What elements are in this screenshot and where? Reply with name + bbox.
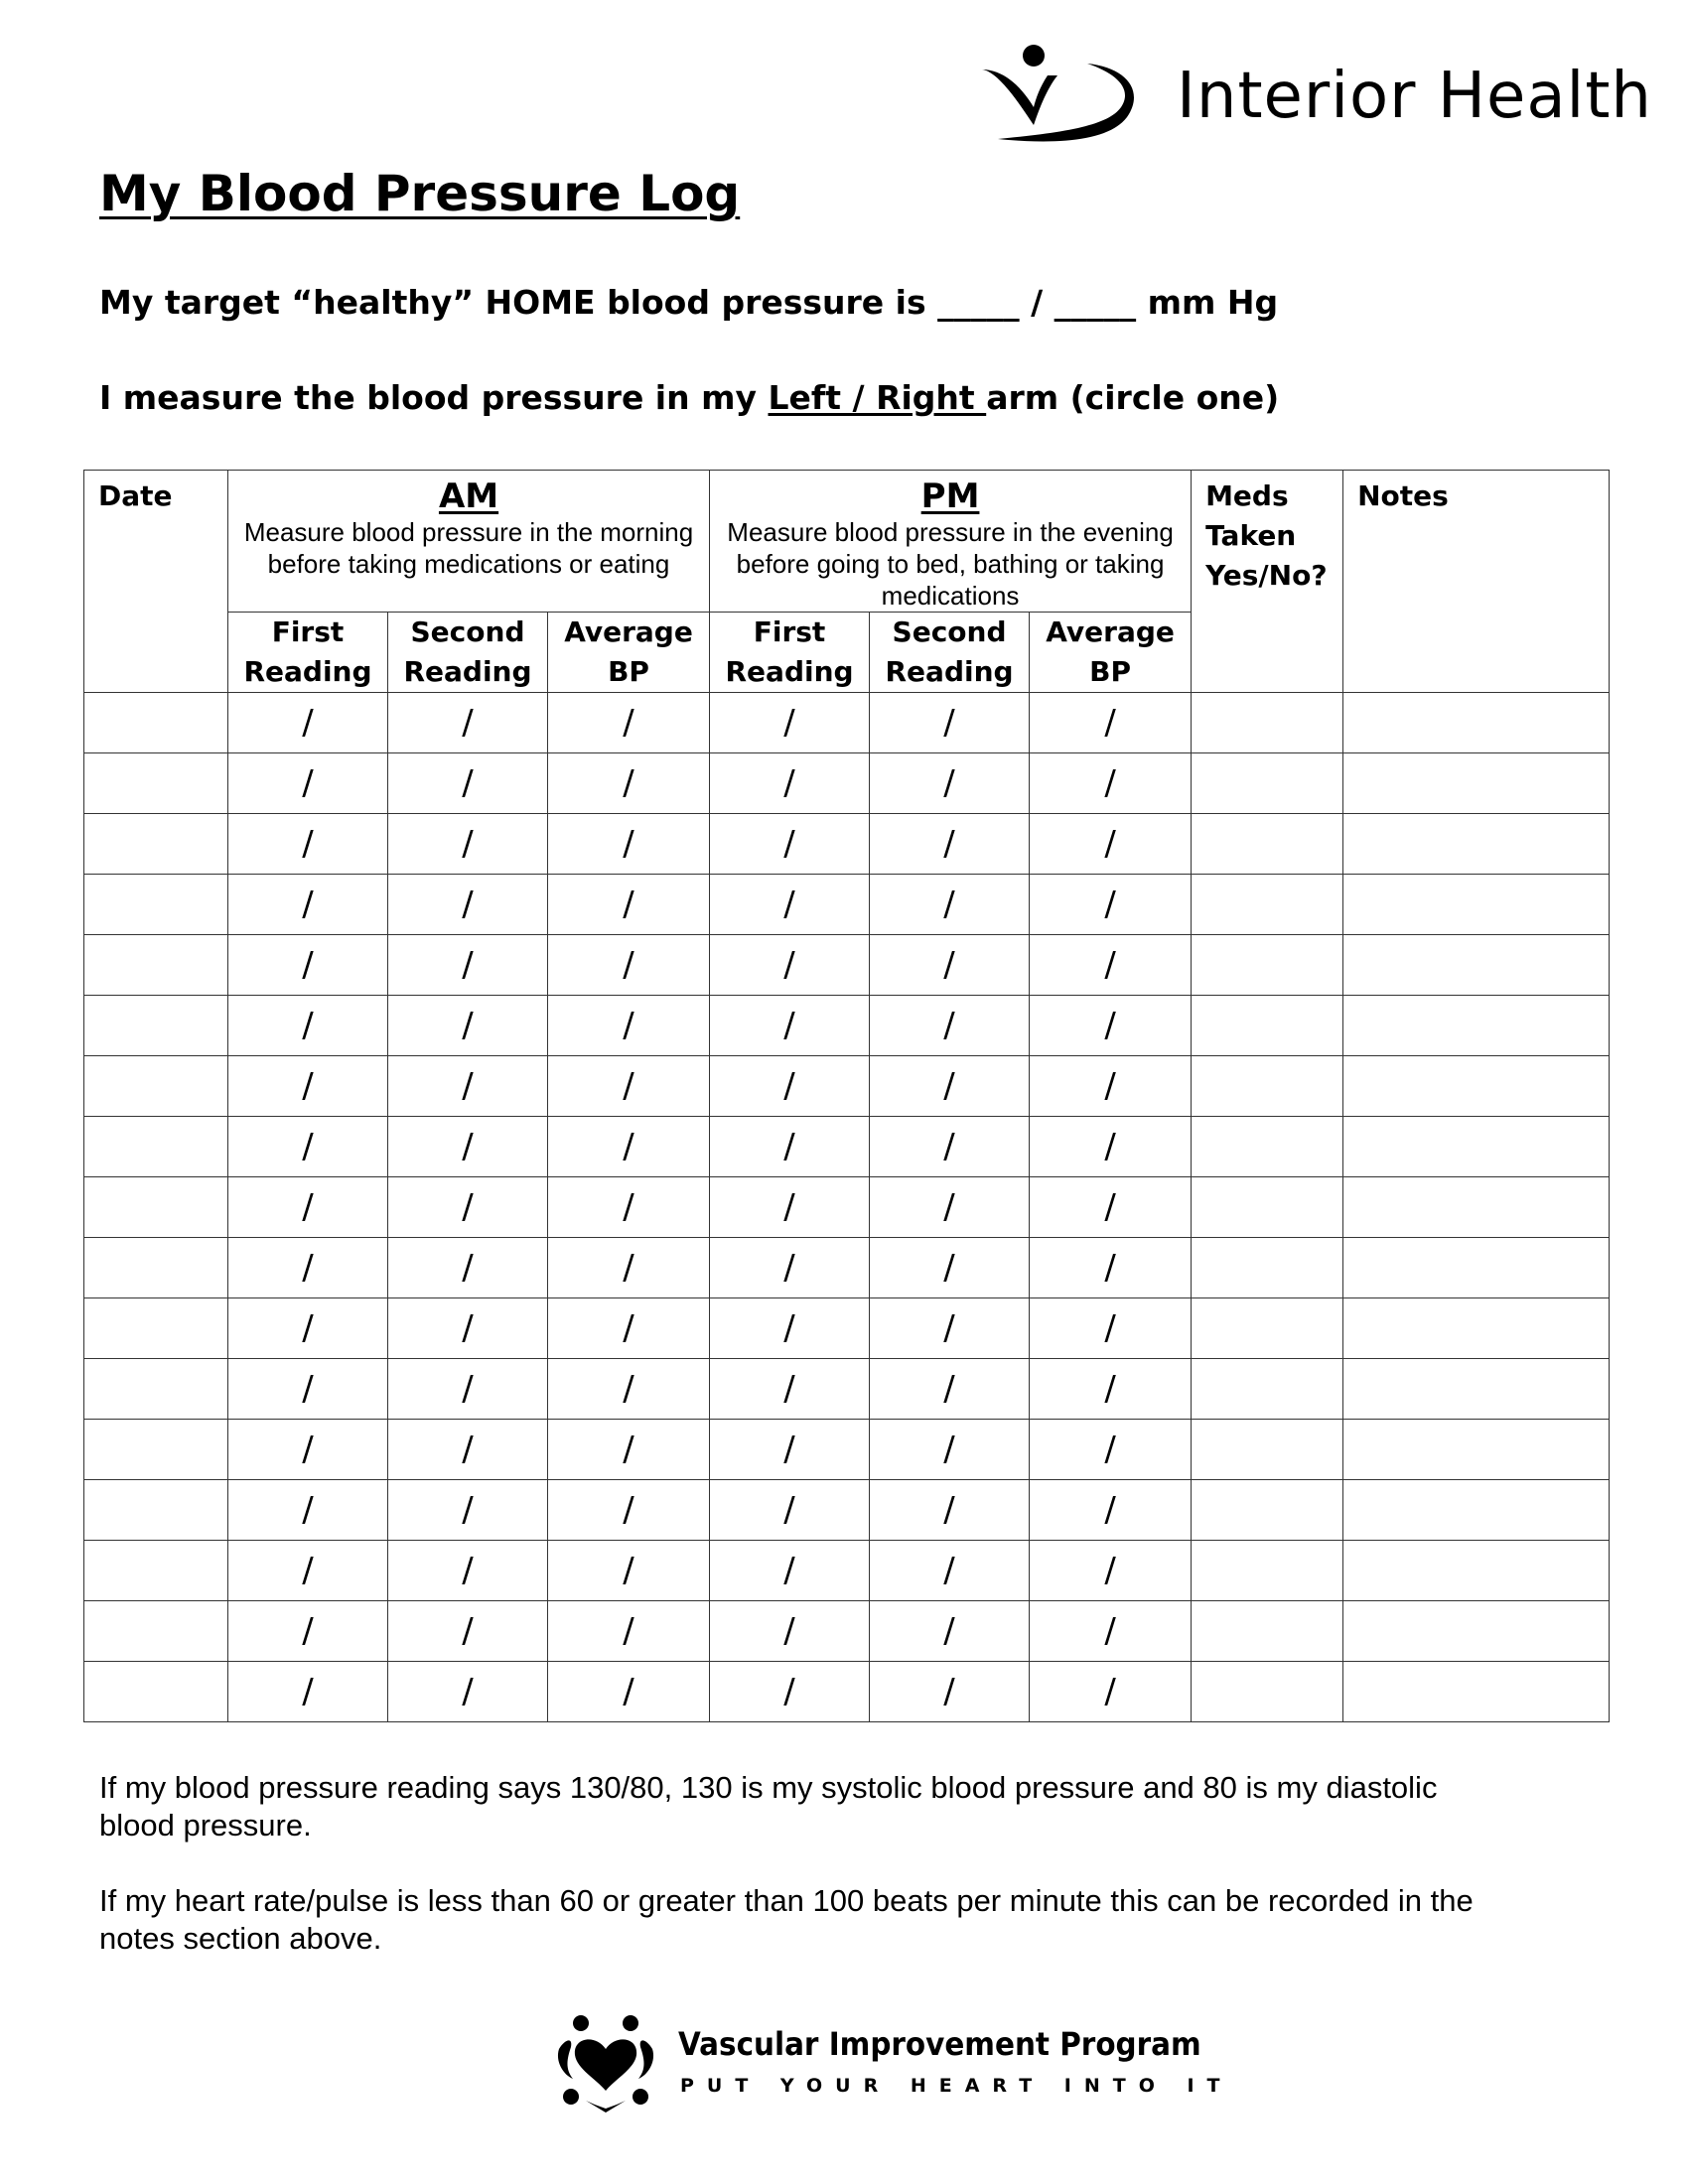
- program-name: Vascular Improvement Program: [678, 2025, 1201, 2063]
- am-second-cell[interactable]: /: [388, 1056, 548, 1117]
- am-second-cell[interactable]: /: [388, 693, 548, 753]
- table-row: [84, 1117, 1610, 1177]
- pm-first-cell[interactable]: /: [710, 693, 870, 753]
- am-first-cell[interactable]: /: [228, 1480, 388, 1541]
- am-average-cell[interactable]: /: [548, 1601, 710, 1662]
- am-second-cell[interactable]: /: [388, 1662, 548, 1722]
- notes-cell[interactable]: [1343, 693, 1610, 753]
- pm-average-cell[interactable]: /: [1030, 1480, 1192, 1541]
- am-second-cell[interactable]: /: [388, 935, 548, 996]
- meds-cell[interactable]: [1192, 1420, 1343, 1480]
- am-average-bp-header: Average BP: [548, 613, 710, 693]
- am-second-cell[interactable]: /: [388, 1177, 548, 1238]
- notes-cell[interactable]: [1343, 1298, 1610, 1359]
- pm-average-cell[interactable]: /: [1030, 1298, 1192, 1359]
- meds-cell[interactable]: [1192, 935, 1343, 996]
- pm-first-cell[interactable]: /: [710, 875, 870, 935]
- date-cell[interactable]: [84, 693, 228, 753]
- am-second-cell[interactable]: /: [388, 1359, 548, 1420]
- meds-cell[interactable]: [1192, 1480, 1343, 1541]
- pm-second-cell[interactable]: /: [870, 1298, 1030, 1359]
- target-bp-line: [99, 283, 1278, 322]
- vascular-program-logo-icon: [551, 2009, 660, 2118]
- date-cell[interactable]: [84, 1359, 228, 1420]
- program-tagline: PUT YOUR HEART INTO IT: [680, 2075, 1233, 2097]
- pm-average-cell[interactable]: /: [1030, 1177, 1192, 1238]
- date-cell[interactable]: [84, 1238, 228, 1298]
- target-bp-text: My target “healthy” HOME blood pressure is: [99, 283, 938, 322]
- table-row: [84, 1480, 1610, 1541]
- meds-cell[interactable]: [1192, 996, 1343, 1056]
- am-first-cell[interactable]: /: [228, 1238, 388, 1298]
- target-slash: /: [1019, 283, 1055, 322]
- meds-cell[interactable]: [1192, 1298, 1343, 1359]
- am-average-cell[interactable]: /: [548, 1056, 710, 1117]
- pm-first-cell[interactable]: /: [710, 1662, 870, 1722]
- pm-average-cell[interactable]: /: [1030, 693, 1192, 753]
- am-first-cell[interactable]: /: [228, 935, 388, 996]
- table-row: [84, 1420, 1610, 1480]
- am-first-cell[interactable]: /: [228, 814, 388, 875]
- pm-average-cell[interactable]: /: [1030, 1541, 1192, 1601]
- am-average-cell[interactable]: /: [548, 1177, 710, 1238]
- am-first-cell[interactable]: /: [228, 1601, 388, 1662]
- table-row: [84, 1238, 1610, 1298]
- meds-cell[interactable]: [1192, 1541, 1343, 1601]
- table-row: [84, 1177, 1610, 1238]
- am-first-cell[interactable]: /: [228, 996, 388, 1056]
- am-first-cell[interactable]: /: [228, 1298, 388, 1359]
- am-second-cell[interactable]: /: [388, 1420, 548, 1480]
- notes-cell[interactable]: [1343, 1541, 1610, 1601]
- am-first-cell[interactable]: /: [228, 1541, 388, 1601]
- meds-cell[interactable]: [1192, 1117, 1343, 1177]
- am-second-cell[interactable]: /: [388, 1238, 548, 1298]
- date-cell[interactable]: [84, 1420, 228, 1480]
- pm-description: Measure blood pressure in the evening before going to bed, bathing or taking medications: [727, 517, 1174, 611]
- table-row: [84, 1359, 1610, 1420]
- meds-cell[interactable]: [1192, 875, 1343, 935]
- pm-second-cell[interactable]: /: [870, 1177, 1030, 1238]
- pm-average-cell[interactable]: /: [1030, 996, 1192, 1056]
- am-first-reading-header: First Reading: [228, 613, 388, 693]
- pm-second-cell[interactable]: /: [870, 1420, 1030, 1480]
- am-average-cell[interactable]: /: [548, 1480, 710, 1541]
- am-average-cell[interactable]: /: [548, 1117, 710, 1177]
- meds-cell[interactable]: [1192, 1177, 1343, 1238]
- am-average-cell[interactable]: /: [548, 1662, 710, 1722]
- pm-second-cell[interactable]: /: [870, 1117, 1030, 1177]
- pm-average-cell[interactable]: /: [1030, 1420, 1192, 1480]
- pm-average-bp-header: Average BP: [1030, 613, 1192, 693]
- am-second-cell[interactable]: /: [388, 1117, 548, 1177]
- arm-options[interactable]: Left / Right: [768, 378, 987, 417]
- am-second-cell[interactable]: /: [388, 1298, 548, 1359]
- pm-first-cell[interactable]: /: [710, 1056, 870, 1117]
- pm-second-cell[interactable]: /: [870, 1359, 1030, 1420]
- am-average-cell[interactable]: /: [548, 1238, 710, 1298]
- pm-first-cell[interactable]: /: [710, 1420, 870, 1480]
- date-cell[interactable]: [84, 1541, 228, 1601]
- am-average-cell[interactable]: /: [548, 1359, 710, 1420]
- log-body: [84, 693, 1610, 1722]
- notes-cell[interactable]: [1343, 935, 1610, 996]
- pm-second-cell[interactable]: /: [870, 693, 1030, 753]
- date-cell[interactable]: [84, 875, 228, 935]
- am-header: [228, 471, 710, 613]
- pulse-note: If my heart rate/pulse is less than 60 or greater than 100 beats per minute this can be recorded in the notes section above.: [99, 1883, 1474, 1956]
- date-cell[interactable]: [84, 935, 228, 996]
- notes-header: Notes: [1343, 471, 1610, 693]
- meds-cell[interactable]: [1192, 753, 1343, 814]
- vascular-program-logo: [551, 2009, 1233, 2118]
- pm-average-cell[interactable]: /: [1030, 1601, 1192, 1662]
- am-second-cell[interactable]: /: [388, 875, 548, 935]
- am-average-cell[interactable]: /: [548, 1420, 710, 1480]
- table-row: [84, 996, 1610, 1056]
- am-average-cell[interactable]: /: [548, 814, 710, 875]
- pm-second-cell[interactable]: /: [870, 753, 1030, 814]
- pm-first-cell[interactable]: /: [710, 753, 870, 814]
- am-title: AM: [438, 477, 499, 516]
- pm-second-cell[interactable]: /: [870, 1056, 1030, 1117]
- meds-cell[interactable]: [1192, 1601, 1343, 1662]
- am-second-cell[interactable]: /: [388, 996, 548, 1056]
- date-header: Date: [84, 471, 228, 693]
- date-cell[interactable]: [84, 814, 228, 875]
- am-average-cell[interactable]: /: [548, 753, 710, 814]
- table-row: [84, 1601, 1610, 1662]
- table-row: [84, 1056, 1610, 1117]
- pm-average-cell[interactable]: /: [1030, 1662, 1192, 1722]
- notes-cell[interactable]: [1343, 1420, 1610, 1480]
- meds-cell[interactable]: [1192, 1359, 1343, 1420]
- notes-cell[interactable]: [1343, 1177, 1610, 1238]
- diastolic-blank[interactable]: _____: [1054, 283, 1137, 322]
- am-description: Measure blood pressure in the morning before taking medications or eating: [243, 517, 694, 579]
- pm-average-cell[interactable]: /: [1030, 1117, 1192, 1177]
- date-cell[interactable]: [84, 1177, 228, 1238]
- pm-first-cell[interactable]: /: [710, 1177, 870, 1238]
- notes-cell[interactable]: [1343, 1359, 1610, 1420]
- meds-cell[interactable]: [1192, 1662, 1343, 1722]
- meds-header: Meds Taken Yes/No?: [1192, 471, 1343, 693]
- date-cell[interactable]: [84, 1056, 228, 1117]
- date-cell[interactable]: [84, 996, 228, 1056]
- date-cell[interactable]: [84, 1298, 228, 1359]
- arm-line: [99, 378, 1279, 417]
- brand-name: Interior Health: [1177, 60, 1652, 133]
- target-unit: mm Hg: [1136, 283, 1279, 322]
- meds-cell[interactable]: [1192, 1238, 1343, 1298]
- pm-average-cell[interactable]: /: [1030, 935, 1192, 996]
- pm-first-cell[interactable]: /: [710, 1117, 870, 1177]
- am-first-cell[interactable]: /: [228, 1662, 388, 1722]
- am-second-cell[interactable]: /: [388, 814, 548, 875]
- notes-cell[interactable]: [1343, 1117, 1610, 1177]
- pm-second-cell[interactable]: /: [870, 814, 1030, 875]
- am-second-cell[interactable]: /: [388, 1601, 548, 1662]
- pm-first-reading-header: First Reading: [710, 613, 870, 693]
- am-second-cell[interactable]: /: [388, 1541, 548, 1601]
- am-first-cell[interactable]: /: [228, 875, 388, 935]
- pm-header: [710, 471, 1192, 613]
- pm-first-cell[interactable]: /: [710, 814, 870, 875]
- pm-first-cell[interactable]: /: [710, 935, 870, 996]
- pm-second-cell[interactable]: /: [870, 935, 1030, 996]
- table-row: [84, 693, 1610, 753]
- pm-first-cell[interactable]: /: [710, 1480, 870, 1541]
- pm-second-cell[interactable]: /: [870, 1480, 1030, 1541]
- notes-cell[interactable]: [1343, 996, 1610, 1056]
- table-row: [84, 1662, 1610, 1722]
- table-row: [84, 814, 1610, 875]
- pm-first-cell[interactable]: /: [710, 1238, 870, 1298]
- table-row: [84, 1541, 1610, 1601]
- am-average-cell[interactable]: /: [548, 1298, 710, 1359]
- table-row: [84, 875, 1610, 935]
- am-average-cell[interactable]: /: [548, 875, 710, 935]
- notes-cell[interactable]: [1343, 814, 1610, 875]
- am-first-cell[interactable]: /: [228, 693, 388, 753]
- interior-health-logo-icon: [978, 42, 1147, 151]
- systolic-note: If my blood pressure reading says 130/80, 130 is my systolic blood pressure and 80 is my diastolic blood pressure.: [99, 1770, 1438, 1843]
- am-average-cell[interactable]: /: [548, 693, 710, 753]
- pm-first-cell[interactable]: /: [710, 1298, 870, 1359]
- pm-average-cell[interactable]: /: [1030, 814, 1192, 875]
- pm-average-cell[interactable]: /: [1030, 753, 1192, 814]
- pm-first-cell[interactable]: /: [710, 1601, 870, 1662]
- am-average-cell[interactable]: /: [548, 996, 710, 1056]
- am-second-cell[interactable]: /: [388, 753, 548, 814]
- meds-cell[interactable]: [1192, 814, 1343, 875]
- systolic-blank[interactable]: _____: [937, 283, 1020, 322]
- pm-second-cell[interactable]: /: [870, 1541, 1030, 1601]
- meds-cell[interactable]: [1192, 693, 1343, 753]
- pm-average-cell[interactable]: /: [1030, 875, 1192, 935]
- bp-log-table: [83, 470, 1610, 1722]
- meds-cell[interactable]: [1192, 1056, 1343, 1117]
- notes-cell[interactable]: [1343, 875, 1610, 935]
- table-row: [84, 935, 1610, 996]
- pm-first-cell[interactable]: /: [710, 1541, 870, 1601]
- date-cell[interactable]: [84, 1662, 228, 1722]
- arm-text: I measure the blood pressure in my: [99, 378, 769, 417]
- pm-average-cell[interactable]: /: [1030, 1056, 1192, 1117]
- date-cell[interactable]: [84, 1601, 228, 1662]
- table-row: [84, 753, 1610, 814]
- interior-health-logo: [978, 42, 1652, 151]
- pm-second-cell[interactable]: /: [870, 1662, 1030, 1722]
- notes-cell[interactable]: [1343, 1662, 1610, 1722]
- pm-second-cell[interactable]: /: [870, 875, 1030, 935]
- notes-cell[interactable]: [1343, 753, 1610, 814]
- notes-cell[interactable]: [1343, 1238, 1610, 1298]
- notes-cell[interactable]: [1343, 1480, 1610, 1541]
- page-title: My Blood Pressure Log: [99, 165, 741, 222]
- am-first-cell[interactable]: /: [228, 1177, 388, 1238]
- notes-cell[interactable]: [1343, 1601, 1610, 1662]
- am-first-cell[interactable]: /: [228, 753, 388, 814]
- date-cell[interactable]: [84, 1117, 228, 1177]
- arm-suffix: arm (circle one): [986, 378, 1280, 417]
- am-second-cell[interactable]: /: [388, 1480, 548, 1541]
- am-first-cell[interactable]: /: [228, 1359, 388, 1420]
- am-first-cell[interactable]: /: [228, 1420, 388, 1480]
- date-cell[interactable]: [84, 1480, 228, 1541]
- pm-average-cell[interactable]: /: [1030, 1238, 1192, 1298]
- pm-second-cell[interactable]: /: [870, 1238, 1030, 1298]
- pm-second-reading-header: Second Reading: [870, 613, 1030, 693]
- am-average-cell[interactable]: /: [548, 1541, 710, 1601]
- am-second-reading-header: Second Reading: [388, 613, 548, 693]
- am-first-cell[interactable]: /: [228, 1117, 388, 1177]
- pm-second-cell[interactable]: /: [870, 996, 1030, 1056]
- pm-first-cell[interactable]: /: [710, 1359, 870, 1420]
- table-row: [84, 1298, 1610, 1359]
- pm-first-cell[interactable]: /: [710, 996, 870, 1056]
- am-average-cell[interactable]: /: [548, 935, 710, 996]
- am-first-cell[interactable]: /: [228, 1056, 388, 1117]
- notes-cell[interactable]: [1343, 1056, 1610, 1117]
- pm-average-cell[interactable]: /: [1030, 1359, 1192, 1420]
- pm-second-cell[interactable]: /: [870, 1601, 1030, 1662]
- date-cell[interactable]: [84, 753, 228, 814]
- pm-title: PM: [920, 477, 980, 516]
